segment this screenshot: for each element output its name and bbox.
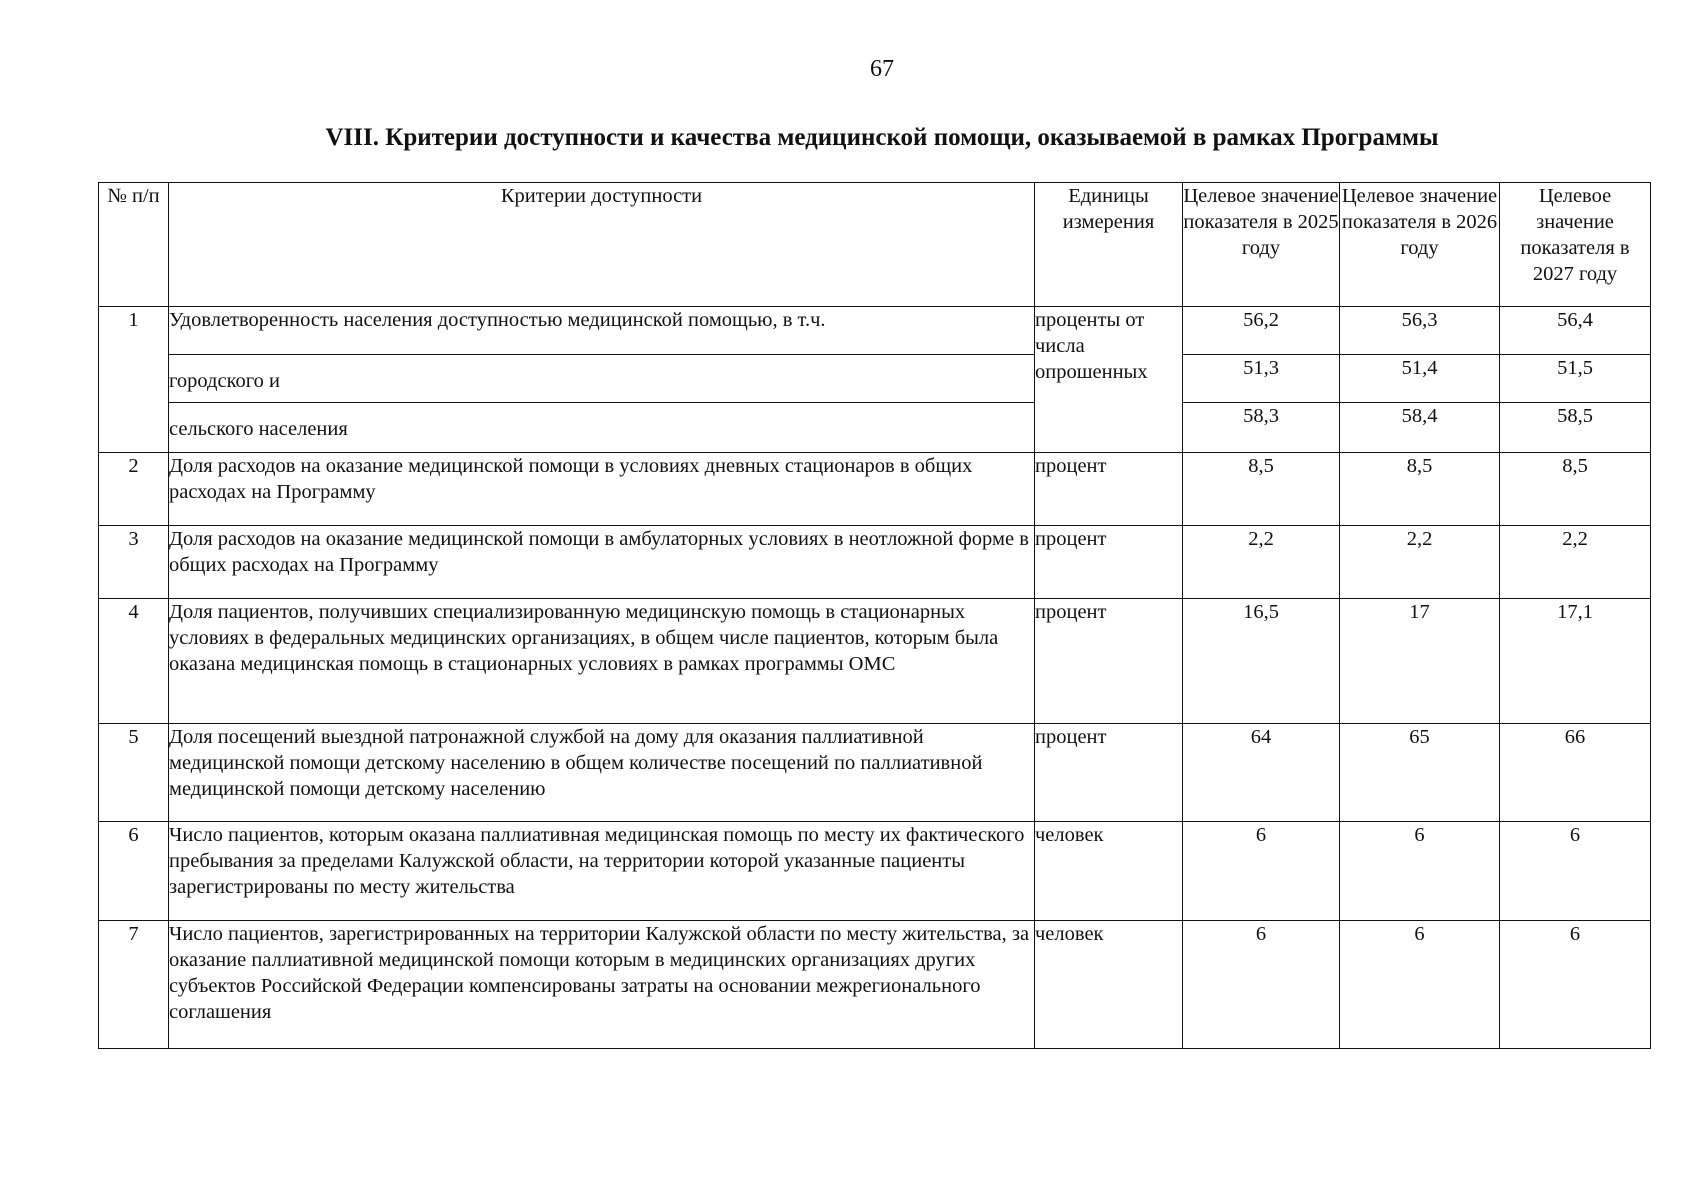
row-number: 4 xyxy=(99,599,169,724)
header-2027: Целевое значение показателя в 2027 году xyxy=(1500,183,1651,307)
value-2025: 58,3 xyxy=(1183,403,1340,453)
value-2026: 51,4 xyxy=(1340,355,1500,403)
value-2025: 6 xyxy=(1183,822,1340,921)
criteria-table xyxy=(98,182,1651,1049)
header-criterion: Критерии доступности xyxy=(169,183,1035,307)
page-number: 67 xyxy=(870,56,894,82)
criterion-cell: Доля посещений выездной патронажной службой на дому для оказания паллиативной медицинской помощи детскому населению в общем количестве посещений по паллиативной медицинской помощи детскому населению xyxy=(169,724,1035,822)
criterion-cell: Удовлетворенность населения доступностью медицинской помощью, в т.ч. xyxy=(169,307,1035,355)
criterion-cell: Число пациентов, зарегистрированных на территории Калужской области по месту жительства, за оказание паллиативной медицинской помощи которым в медицинских организациях других субъектов Российской Федерации компенсированы затраты на основании межрегионального соглашения xyxy=(169,921,1035,1049)
table-row xyxy=(99,724,1651,822)
table-row xyxy=(99,921,1651,1049)
table-row xyxy=(99,403,1651,453)
unit-cell: человек xyxy=(1035,822,1183,921)
value-2025: 6 xyxy=(1183,921,1340,1049)
value-2027: 6 xyxy=(1500,921,1651,1049)
value-2026: 65 xyxy=(1340,724,1500,822)
value-2025: 2,2 xyxy=(1183,526,1340,599)
value-2025: 56,2 xyxy=(1183,307,1340,355)
value-2027: 2,2 xyxy=(1500,526,1651,599)
table-header-row xyxy=(99,183,1651,307)
value-2027: 66 xyxy=(1500,724,1651,822)
value-2027: 56,4 xyxy=(1500,307,1651,355)
criterion-cell: сельского населения xyxy=(169,403,1035,453)
unit-cell: человек xyxy=(1035,921,1183,1049)
unit-cell: процент xyxy=(1035,599,1183,724)
value-2026: 2,2 xyxy=(1340,526,1500,599)
value-2026: 8,5 xyxy=(1340,453,1500,526)
value-2027: 6 xyxy=(1500,822,1651,921)
table-row xyxy=(99,526,1651,599)
criterion-cell: городского и xyxy=(169,355,1035,403)
table-row xyxy=(99,453,1651,526)
value-2027: 8,5 xyxy=(1500,453,1651,526)
criterion-cell: Доля расходов на оказание медицинской помощи в амбулаторных условиях в неотложной форме в общих расходах на Программу xyxy=(169,526,1035,599)
section-title: VIII. Критерии доступности и качества медицинской помощи, оказываемой в рамках Программы xyxy=(325,124,1439,151)
value-2026: 17 xyxy=(1340,599,1500,724)
criterion-cell: Доля расходов на оказание медицинской помощи в условиях дневных стационаров в общих расходах на Программу xyxy=(169,453,1035,526)
unit-cell: процент xyxy=(1035,526,1183,599)
value-2027: 17,1 xyxy=(1500,599,1651,724)
header-2026: Целевое значение показателя в 2026 году xyxy=(1340,183,1500,307)
value-2026: 6 xyxy=(1340,822,1500,921)
table-row xyxy=(99,599,1651,724)
row-number: 3 xyxy=(99,526,169,599)
value-2026: 6 xyxy=(1340,921,1500,1049)
row-number: 6 xyxy=(99,822,169,921)
row-number: 5 xyxy=(99,724,169,822)
header-num: № п/п xyxy=(99,183,169,307)
table-row xyxy=(99,307,1651,355)
table-row xyxy=(99,355,1651,403)
criterion-cell: Число пациентов, которым оказана паллиативная медицинская помощь по месту их фактического пребывания за пределами Калужской области, на территории которой указанные пациенты зарегистрированы по месту жительства xyxy=(169,822,1035,921)
unit-cell: процент xyxy=(1035,453,1183,526)
value-2026: 56,3 xyxy=(1340,307,1500,355)
value-2027: 58,5 xyxy=(1500,403,1651,453)
value-2025: 64 xyxy=(1183,724,1340,822)
table-row xyxy=(99,822,1651,921)
value-2025: 8,5 xyxy=(1183,453,1340,526)
unit-cell: процент xyxy=(1035,724,1183,822)
row-number: 2 xyxy=(99,453,169,526)
value-2027: 51,5 xyxy=(1500,355,1651,403)
row-number: 7 xyxy=(99,921,169,1049)
criterion-cell: Доля пациентов, получивших специализированную медицинскую помощь в стационарных условиях в федеральных медицинских организациях, в общем числе пациентов, которым была оказана медицинская помощь в стационарных условиях в рамках программы ОМС xyxy=(169,599,1035,724)
row-number: 1 xyxy=(99,307,169,453)
header-2025: Целевое значение показателя в 2025 году xyxy=(1183,183,1340,307)
value-2025: 51,3 xyxy=(1183,355,1340,403)
value-2026: 58,4 xyxy=(1340,403,1500,453)
unit-cell: проценты от числа опрошенных xyxy=(1035,307,1183,453)
header-unit: Единицы измерения xyxy=(1035,183,1183,307)
value-2025: 16,5 xyxy=(1183,599,1340,724)
